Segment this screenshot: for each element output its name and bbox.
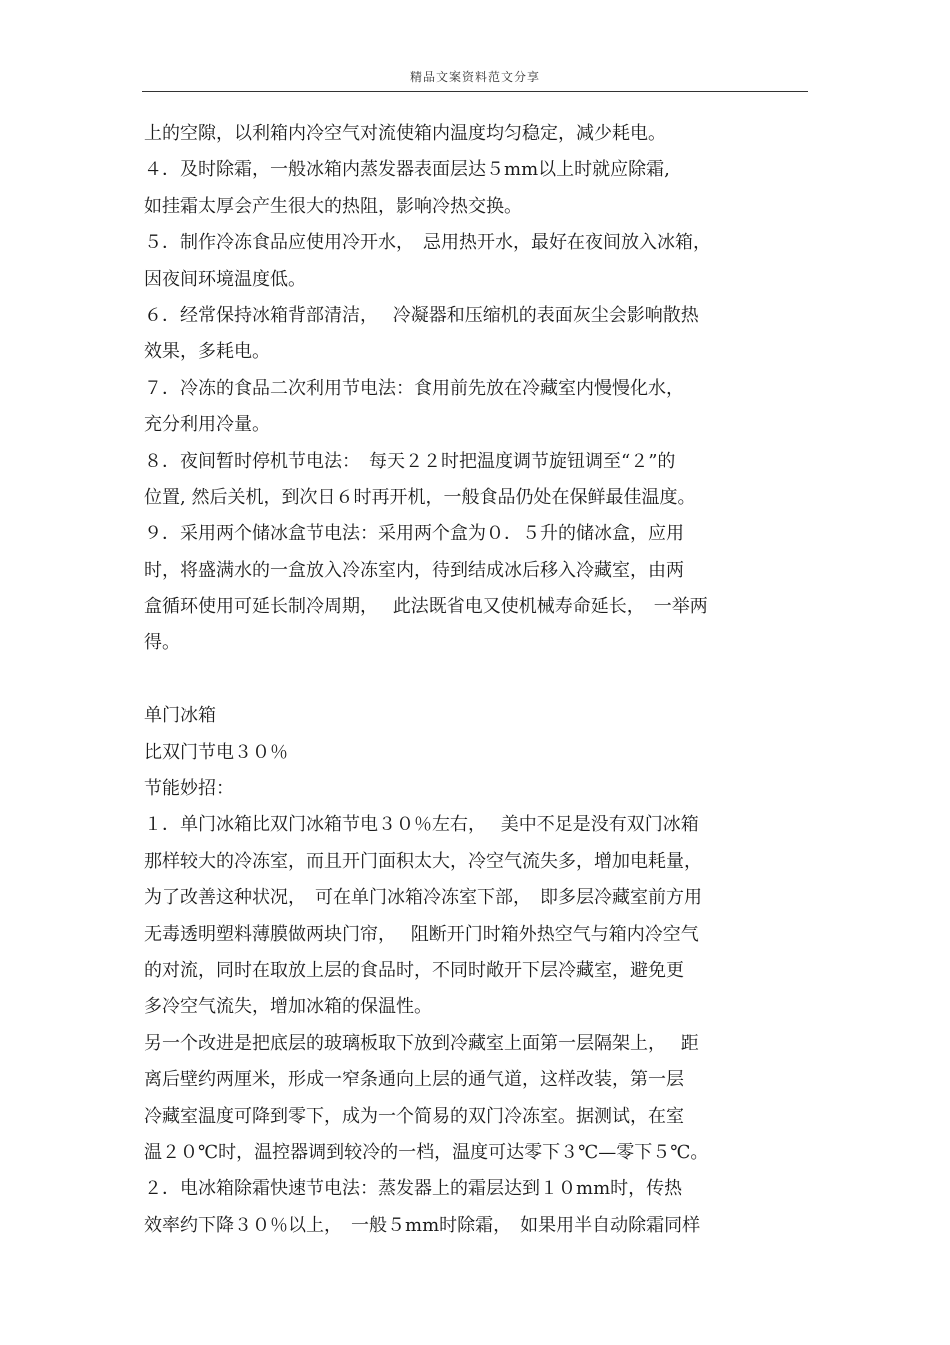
page-header-title: 精品文案资料范文分享 — [409, 70, 540, 84]
text-line: ５．制作冷冻食品应使用冷开水， 忌用热开水，最好在夜间放入冰箱， — [144, 232, 711, 254]
text-line: 另一个改进是把底层的玻璃板取下放到冷藏室上面第一层隔架上， 距 — [144, 1032, 699, 1054]
text-line: 多冷空气流失，增加冰箱的保温性。 — [144, 996, 432, 1018]
text-line: 无毒透明塑料薄膜做两块门帘， 阻断开门时箱外热空气与箱内冷空气 — [144, 923, 699, 945]
text-line: ７．冷冻的食品二次利用节电法：食用前先放在冷藏室内慢慢化水， — [144, 377, 684, 399]
section-subheading: 比双门节电３０％ — [144, 741, 288, 763]
text-line: ８．夜间暂时停机节电法： 每天２２时把温度调节旋钮调至“２”的 — [144, 450, 676, 472]
section-heading: 单门冰箱 — [144, 705, 216, 727]
text-line: 因夜间环境温度低。 — [144, 268, 306, 290]
text-line: 盒循环使用可延长制冷周期， 此法既省电又使机械寿命延长， 一举两 — [144, 596, 708, 618]
text-line: ４．及时除霜，一般冰箱内蒸发器表面层达５mm以上时就应除霜, — [144, 159, 670, 181]
text-line: 如挂霜太厚会产生很大的热阻，影响冷热交换。 — [144, 195, 522, 217]
text-line: 效果，多耗电。 — [144, 341, 270, 363]
text-line: ６．经常保持冰箱背部清洁， 冷凝器和压缩机的表面灰尘会影响散热 — [144, 304, 699, 326]
text-line: 充分利用冷量。 — [144, 414, 270, 436]
blank-line — [144, 662, 812, 698]
section-label: 节能妙招： — [144, 778, 234, 800]
text-line: ２．电冰箱除霜快速节电法：蒸发器上的霜层达到１０mm时，传热 — [144, 1178, 683, 1200]
text-line: 时，将盛满水的一盒放入冷冻室内，待到结成冰后移入冷藏室，由两 — [144, 559, 684, 581]
text-line: 冷藏室温度可降到零下，成为一个简易的双门冷冻室。据测试，在室 — [144, 1105, 684, 1127]
paragraph-block-1 — [144, 116, 812, 662]
text-line: 位置, 然后关机，到次日６时再开机，一般食品仍处在保鲜最佳温度。 — [144, 486, 696, 508]
text-line: 上的空隙，以利箱内冷空气对流使箱内温度均匀稳定，减少耗电。 — [144, 123, 666, 144]
document-body — [144, 116, 812, 1244]
paragraph-block-2 — [144, 698, 812, 1244]
text-line: 温２０℃时，温控器调到较冷的一档，温度可达零下３℃—零下５℃。 — [144, 1141, 709, 1163]
text-line: 离后壁约两厘米，形成一窄条通向上层的通气道，这样改装，第一层 — [144, 1069, 684, 1091]
text-line: 得。 — [144, 632, 180, 654]
text-line: 效率约下降３０％以上， 一般５mm时除霜， 如果用半自动除霜同样 — [144, 1214, 701, 1236]
text-line: 那样较大的冷冻室，而且开门面积太大，冷空气流失多，增加电耗量， — [144, 850, 702, 872]
page-header — [142, 64, 808, 92]
text-line: 的对流，同时在取放上层的食品时，不同时敞开下层冷藏室，避免更 — [144, 959, 684, 981]
text-line: 为了改善这种状况， 可在单门冰箱冷冻室下部， 即多层冷藏室前方用 — [144, 887, 702, 909]
text-line: ９．采用两个储冰盒节电法：采用两个盒为０．５升的储冰盒，应用 — [144, 523, 684, 545]
text-line: １．单门冰箱比双门冰箱节电３０％左右， 美中不足是没有双门冰箱 — [144, 814, 699, 836]
